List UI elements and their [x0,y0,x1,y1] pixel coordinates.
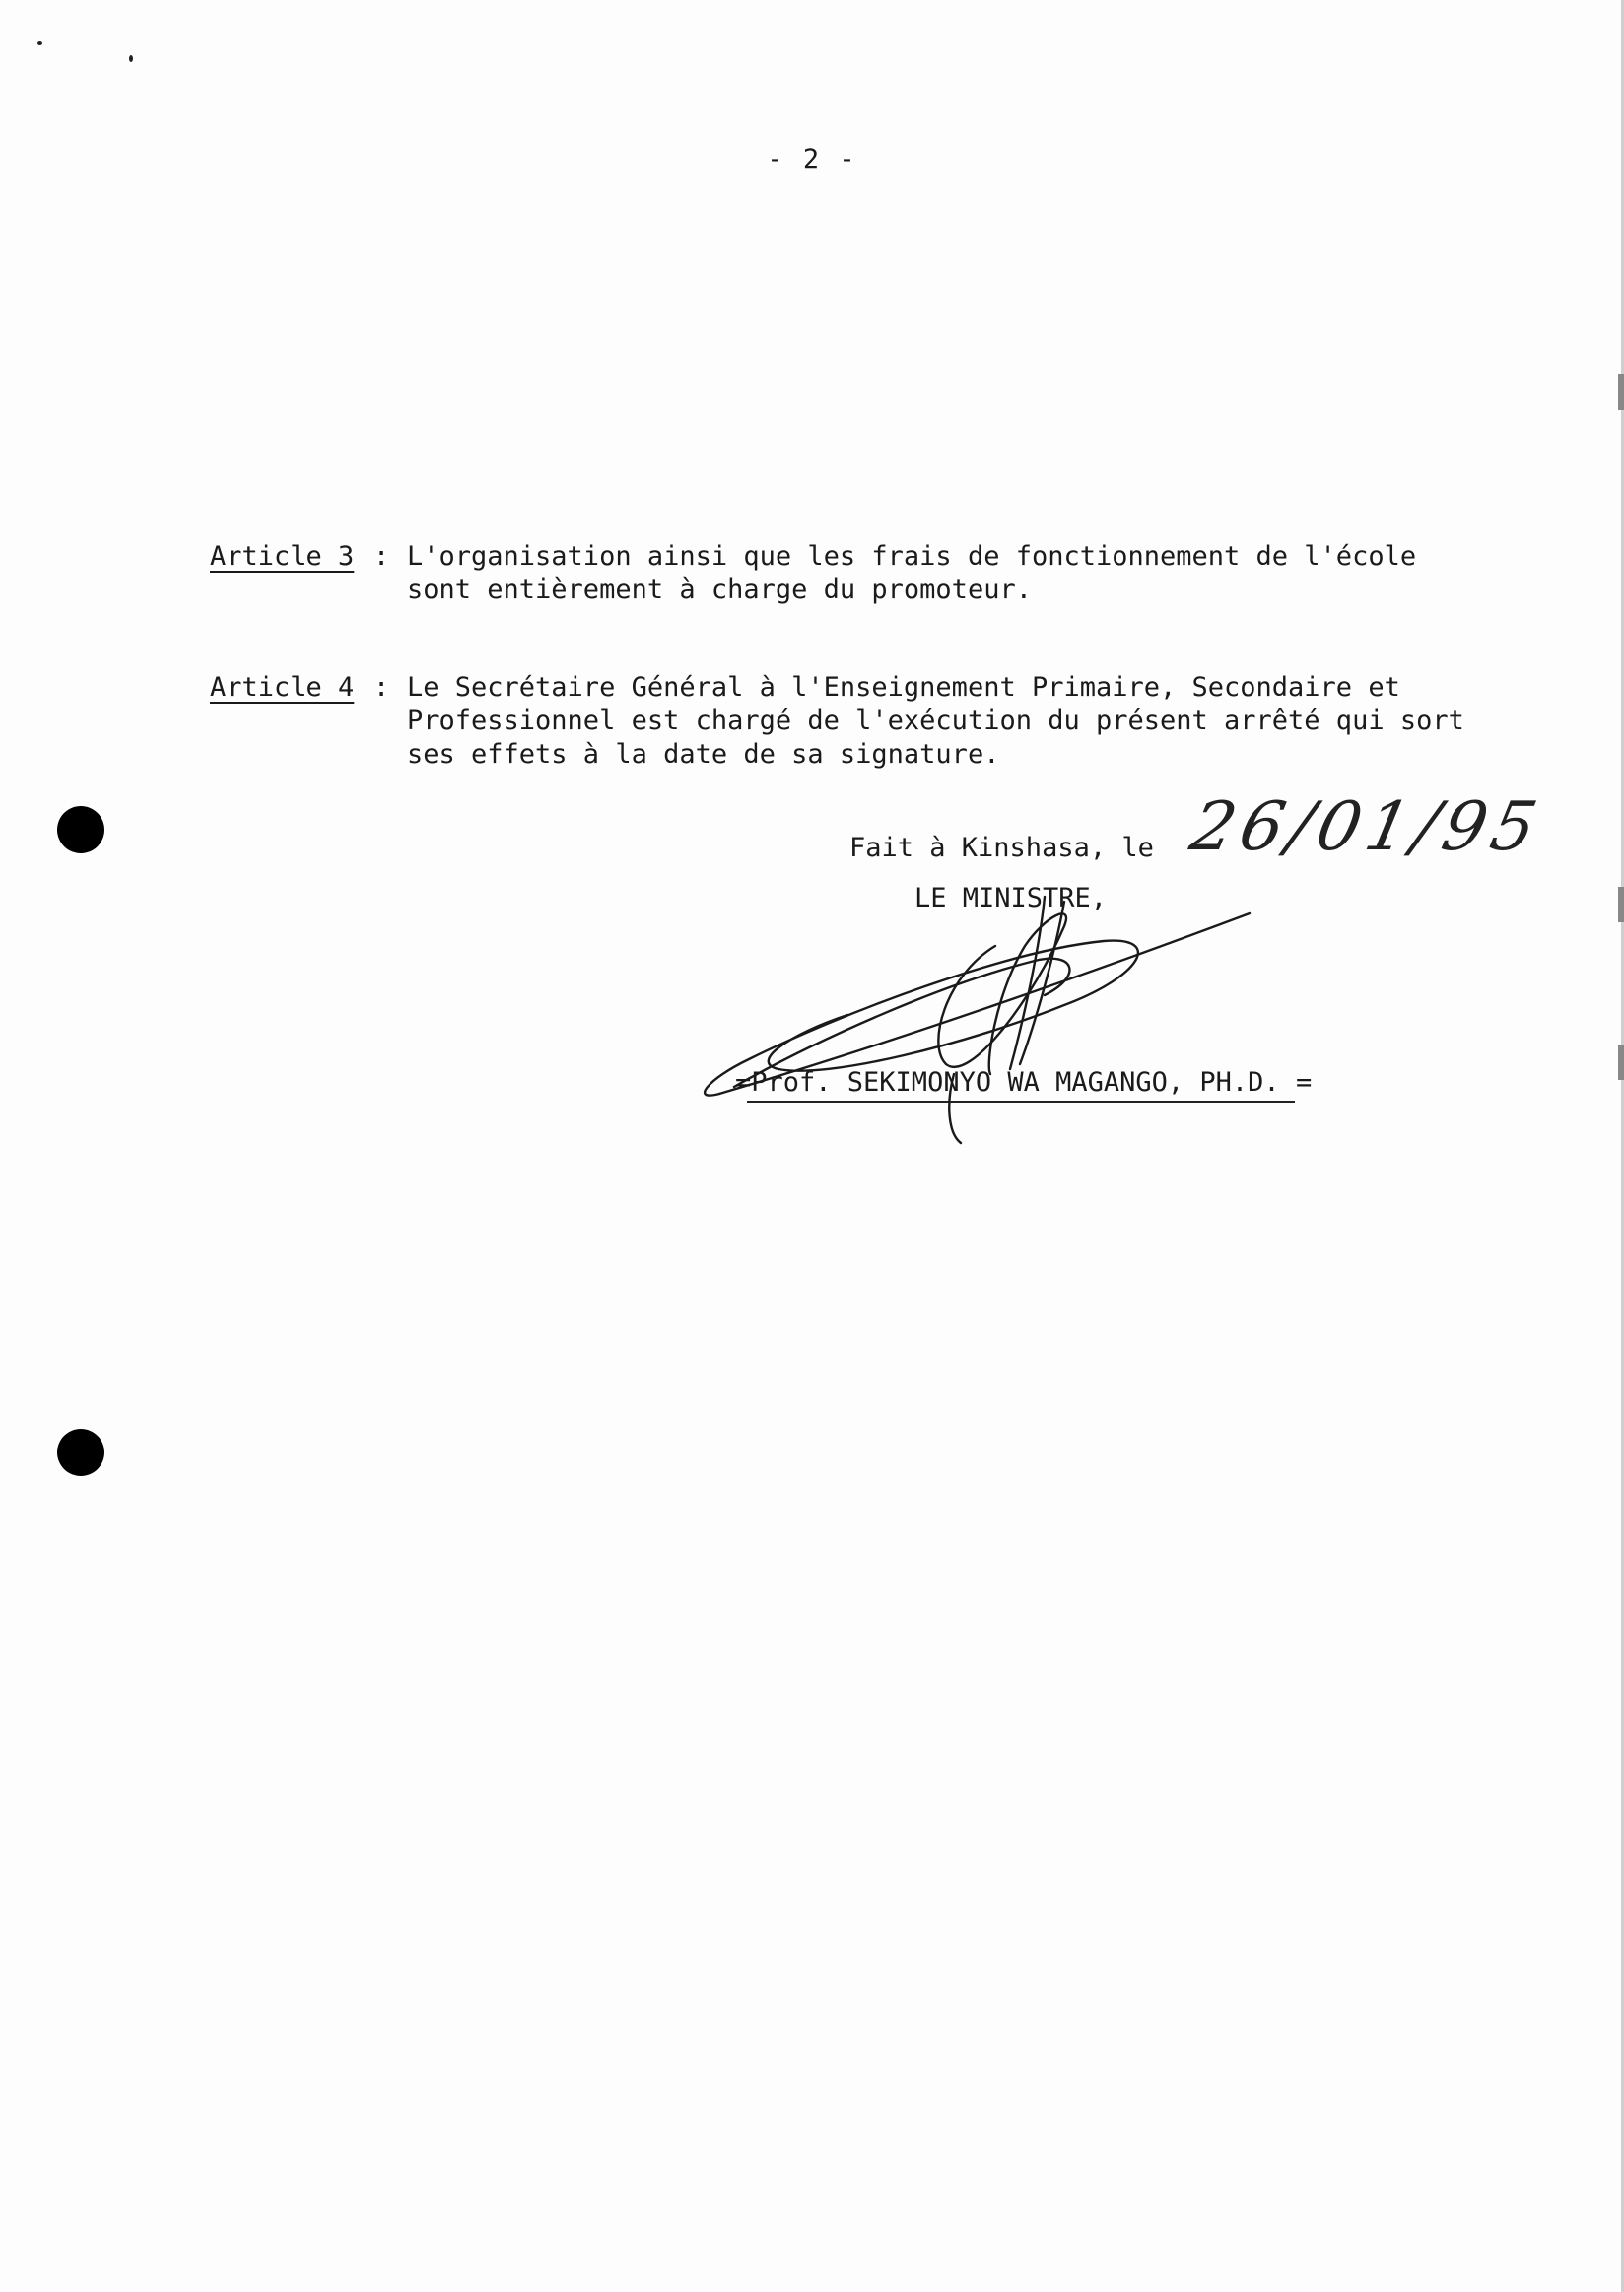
article-line: sont entièrement à charge du promoteur. [407,574,1032,605]
signatory-underline [747,1101,1295,1103]
article-line: ses effets à la date de sa signature. [407,739,1000,770]
article-line: Professionnel est chargé de l'exécution du présent arrêté qui sort [407,706,1464,736]
article-line: L'organisation ainsi que les frais de fonctionnement de l'école [407,541,1417,572]
scan-edge-mark [1618,887,1624,922]
article-line: Le Secrétaire Général à l'Enseignement Primaire, Secondaire et [407,672,1400,703]
signature-stroke [1010,897,1045,1069]
scan-speck [129,55,133,62]
minister-title: LE MINISTRE, [914,883,1108,913]
article-label: Article 3 [210,541,355,572]
scan-edge-mark [1618,1045,1624,1080]
handwritten-date: 26/01/95 [1184,788,1549,866]
signature-stroke [1020,902,1064,1064]
article-text [407,671,1530,772]
scan-edge-mark [1618,374,1624,410]
punch-hole [57,806,104,853]
scan-speck [37,41,42,45]
article-separator: : [373,672,390,703]
article-text [407,540,1530,607]
page-number: - 2 - [767,144,857,174]
place-line: Fait à Kinshasa, le [849,833,1154,863]
article-separator: : [373,541,390,572]
signature-stroke [938,913,1066,1074]
punch-hole [57,1429,104,1476]
article-label: Article 4 [210,672,355,703]
signatory-name: =Prof. SEKIMONYO WA MAGANGO, PH.D. = [735,1067,1313,1098]
